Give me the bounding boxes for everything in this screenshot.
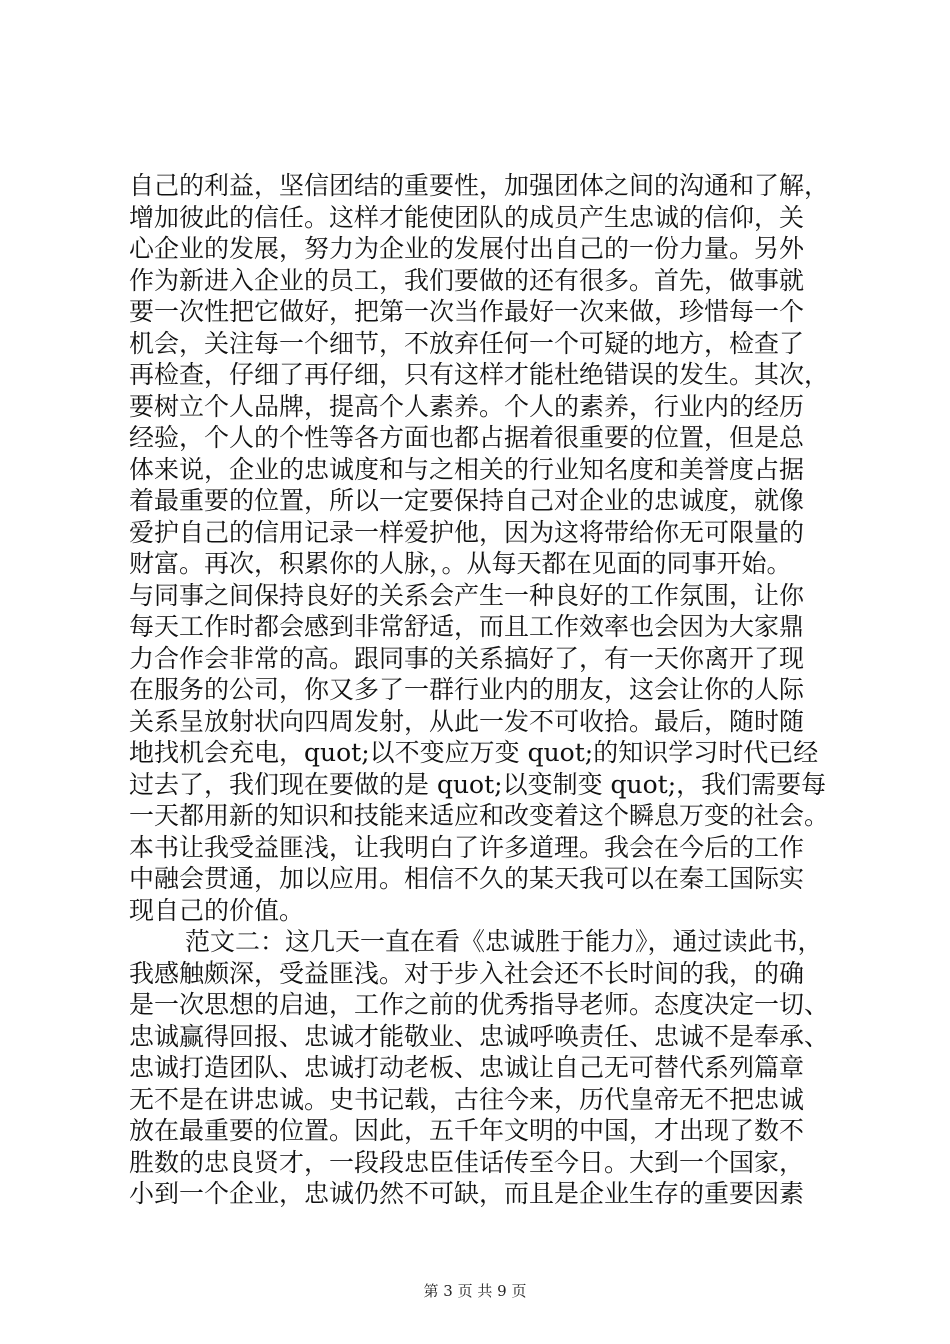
page-number-label: 第 3 页 共 9 页 (423, 1282, 527, 1300)
text-line: 要树立个人品牌，提高个人素养。个人的素养，行业内的经历 (129, 391, 805, 421)
text-line: 经验，个人的个性等各方面也都占据着很重要的位置，但是总 (129, 423, 805, 452)
text-line: 增加彼此的信任。这样才能使团队的成员产生忠诚的信仰，关 (129, 202, 805, 232)
text-line: 心企业的发展，努力为企业的发展付出自己的一份力量。另外 (129, 234, 805, 263)
text-line: 放在最重要的位置。因此，五千年文明的中国，才出现了数不 (129, 1116, 805, 1145)
text-line: 小到一个企业，忠诚仍然不可缺，而且是企业生存的重要因素 (129, 1179, 805, 1208)
text-line: 无不是在讲忠诚。史书记载，古往今来，历代皇帝无不把忠诚 (129, 1084, 805, 1114)
text-line: 胜数的忠良贤才，一段段忠臣佳话传至今日。大到一个国家， (129, 1147, 805, 1177)
page-footer (0, 1281, 950, 1301)
text-line: 是一次思想的启迪，工作之前的优秀指导老师。态度决定一切、 (129, 990, 830, 1019)
text-line: 中融会贯通，加以应用。相信不久的某天我可以在秦工国际实 (129, 864, 805, 893)
text-line: 作为新进入企业的员工，我们要做的还有很多。首先，做事就 (129, 265, 805, 295)
body-text (129, 170, 829, 1210)
text-line: 再检查，仔细了再仔细，只有这样才能杜绝错误的发生。其次， (129, 360, 830, 389)
text-line: 要一次性把它做好，把第一次当作最好一次来做，珍惜每一个 (129, 297, 805, 326)
text-line: 在服务的公司，你又多了一群行业内的朋友，这会让你的人际 (129, 675, 805, 704)
text-line: 力合作会非常的高。跟同事的关系搞好了，有一天你离开了现 (129, 643, 805, 673)
text-line: 体来说，企业的忠诚度和与之相关的行业知名度和美誉度占据 (129, 454, 805, 484)
text-line: 过去了，我们现在要做的是 quot;以变制变 quot;，我们需要每 (129, 769, 827, 799)
text-line: 我感触颇深，受益匪浅。对于步入社会还不长时间的我，的确 (129, 958, 805, 988)
text-line: 爱护自己的信用记录一样爱护他，因为这将带给你无可限量的 (129, 517, 805, 547)
text-line: 地找机会充电，quot;以不变应万变 quot;的知识学习时代已经 (129, 738, 819, 767)
text-line: 财富。再次，积累你的人脉，。从每天都在见面的同事开始。 (129, 549, 792, 578)
text-line: 关系呈放射状向四周发射，从此一发不可收拾。最后，随时随 (129, 706, 805, 736)
text-line: 忠诚打造团队、忠诚打动老板、忠诚让自己无可替代系列篇章 (129, 1053, 805, 1082)
paragraph-start-line: 范文二：这几天一直在看《忠诚胜于能力》，通过读此书， (185, 927, 823, 956)
text-line: 本书让我受益匪浅，让我明白了许多道理。我会在今后的工作 (129, 832, 805, 862)
text-line: 机会，关注每一个细节，不放弃任何一个可疑的地方，检查了 (129, 328, 805, 358)
text-line: 忠诚赢得回报、忠诚才能敬业、忠诚呼唤责任、忠诚不是奉承、 (129, 1021, 830, 1051)
text-line: 每天工作时都会感到非常舒适，而且工作效率也会因为大家鼎 (129, 612, 805, 641)
text-line: 现自己的价值。 (129, 895, 305, 925)
text-line: 着最重要的位置，所以一定要保持自己对企业的忠诚度，就像 (129, 486, 805, 515)
text-line: 自己的利益，坚信团结的重要性，加强团体之间的沟通和了解， (129, 171, 830, 200)
text-line: 与同事之间保持良好的关系会产生一种良好的工作氛围，让你 (129, 580, 805, 610)
text-line: 一天都用新的知识和技能来适应和改变着这个瞬息万变的社会。 (129, 801, 830, 830)
